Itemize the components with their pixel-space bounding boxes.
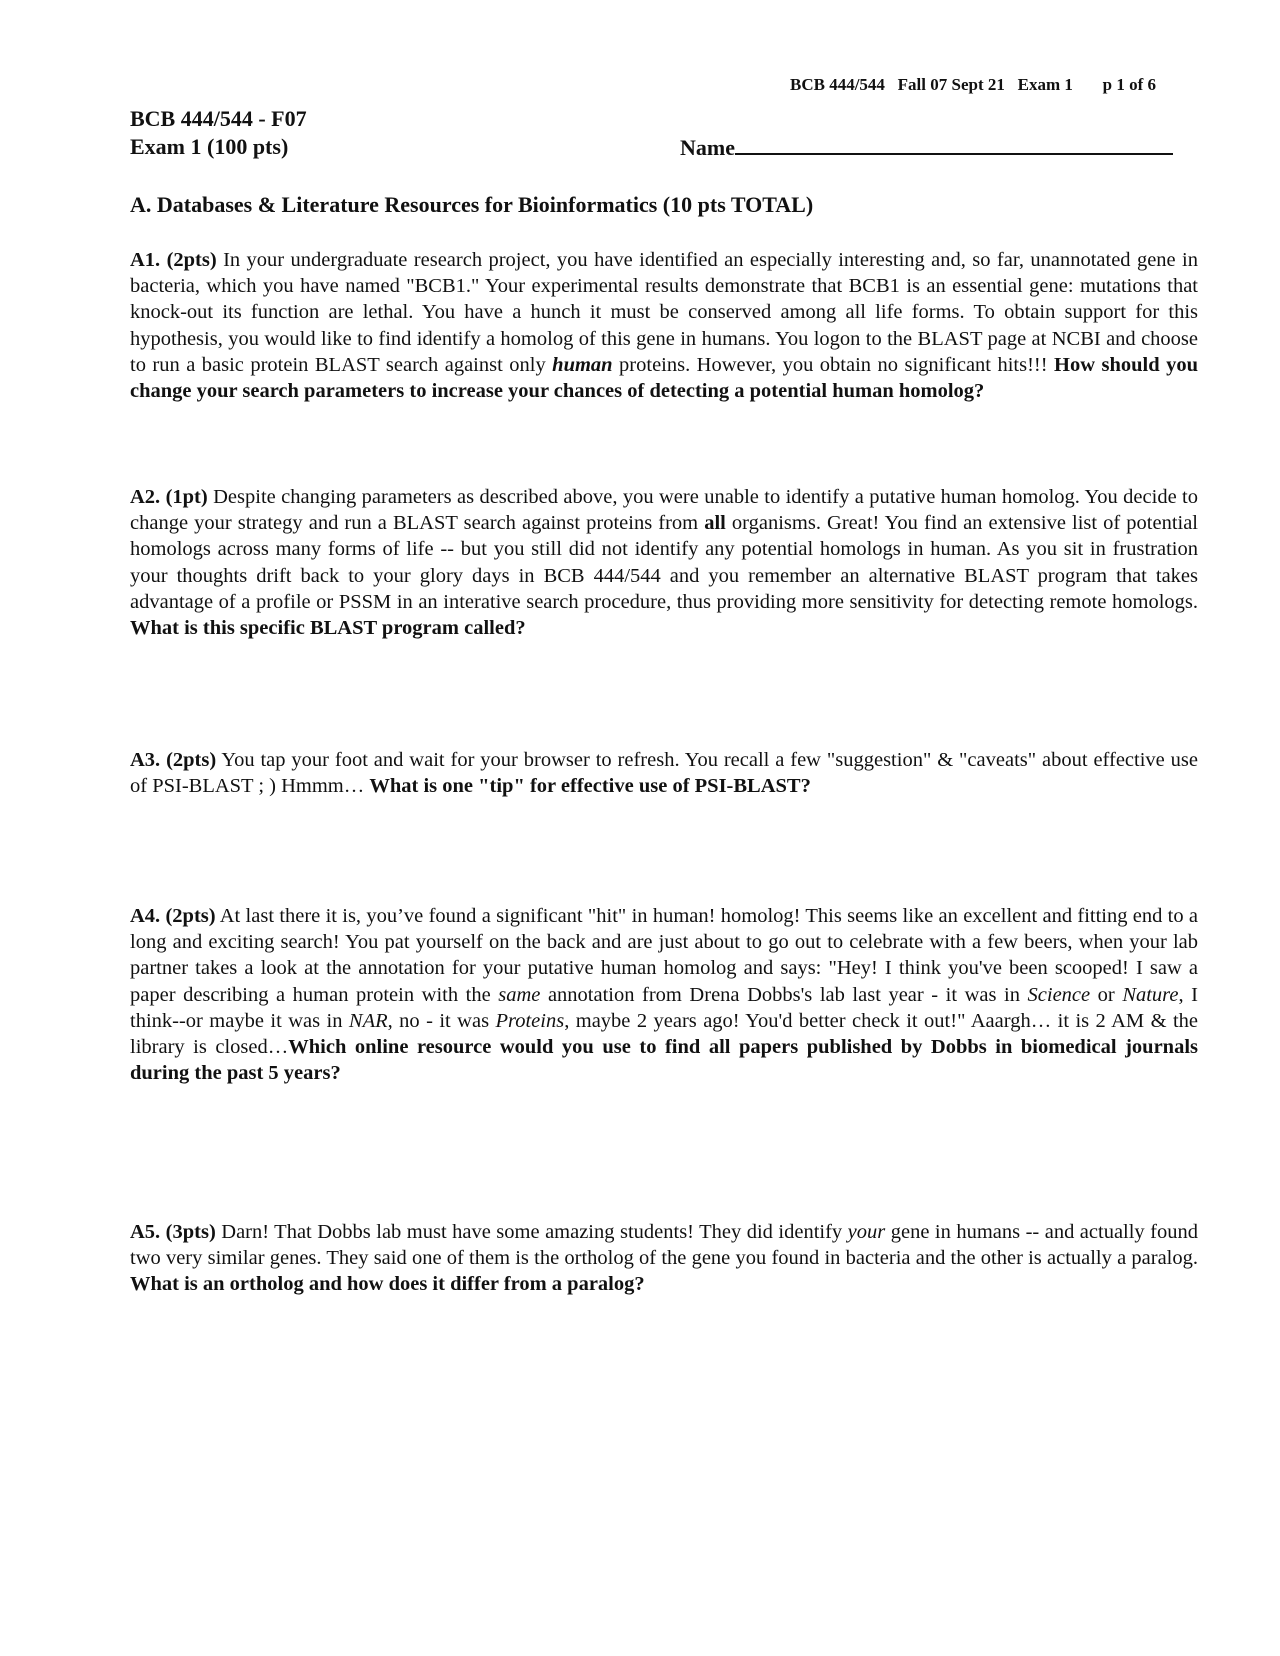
question-label: A2. (1pt) — [130, 486, 208, 508]
journal-name: Nature — [1122, 983, 1179, 1006]
running-header: BCB 444/544 Fall 07 Sept 21 Exam 1 p 1 of 6 — [790, 75, 1156, 94]
question-prompt: What is this specific BLAST program called? — [130, 617, 526, 640]
question-a2 — [130, 484, 1198, 641]
question-text: Darn! That Dobbs lab must have some amazing students! They did identify — [215, 1221, 848, 1243]
question-text: or — [1090, 983, 1123, 1006]
question-text: Despite changing parameters as described above, you were unable to identify a putative human homolog. You decide to change your strategy and run a BLAST search against proteins from — [130, 486, 1199, 535]
question-a3 — [130, 747, 1198, 799]
question-text: , maybe 2 years ago! You'd better check it out!" Aaargh… it is 2 AM & the library is closed… — [130, 1009, 1198, 1059]
course-title: BCB 444/544 - F07 — [130, 106, 307, 131]
question-text: gene in humans -- and actually found two very similar genes. They said one of them is the ortholog of the gene you found in bacteria and the other is actually a paralog. — [130, 1221, 1198, 1270]
question-text: organisms. Great! You find an extensive list of potential homologs across many forms of life -- but you still did not identify any potential homologs in human. As you sit in frustration your thoughts drift back to your glory days in BCB 444/544 and you remember an alternative BLAST program that takes advantage of a profile or PSSM in an interative search procedure, thus providing more sensitivity for detecting remote homologs. — [130, 512, 1199, 613]
emphasis-text: same — [498, 983, 541, 1006]
question-text: You tap your foot and wait for your browser to refresh. You recall a few "suggestion" & "caveats" about effective use of PSI-BLAST ; ) Hmmm… — [130, 749, 1198, 798]
emphasis-text: your — [847, 1221, 886, 1243]
question-prompt: What is an ortholog and how does it differ from a paralog? — [130, 1273, 645, 1296]
journal-name: Proteins — [495, 1009, 565, 1032]
name-blank-line[interactable] — [735, 133, 1173, 155]
question-text: In your undergraduate research project, you have identified an especially interesting and, so far, unannotated gene in bacteria, which you have named "BCB1." Your experimental results demonstrate that BCB1 is an essential gene: mutations that knock-out its function are lethal. You have a hunch it must be conserved among all life forms. To obtain support for this hypothesis, you would like to find identify a homolog of this gene in humans. You logon to the BLAST page at NCBI and choose to run a basic protein BLAST search against only — [130, 249, 1198, 376]
question-label: A3. (2pts) — [130, 749, 217, 771]
name-field[interactable] — [680, 133, 1173, 161]
question-text: , I think--or maybe it was in — [130, 983, 1199, 1032]
name-label: Name — [680, 135, 735, 160]
question-text: , no - it was — [387, 1009, 496, 1032]
question-prompt: Which online resource would you use to find all papers published by Dobbs in biomedical journals during the past 5 years? — [130, 1036, 1198, 1085]
emphasis-text: human — [552, 353, 613, 376]
question-text: At last there it is, you’ve found a significant "hit" in human! homolog! This seems like an excellent and fitting end to a long and exciting search! You pat yourself on the back and are just about to go out to celebrate with a few beers, when your lab partner takes a look at the annotation for your putative human homolog and says: "Hey! I think you've been scooped! I saw a paper describing a human protein with the — [130, 905, 1199, 1006]
journal-name: NAR — [348, 1009, 388, 1032]
question-a4 — [130, 903, 1198, 1086]
question-text: annotation from Drena Dobbs's lab last year - it was in — [540, 983, 1028, 1006]
journal-name: Science — [1027, 983, 1091, 1006]
question-prompt: How should you change your search parameters to increase your chances of detecting a potential human homolog? — [130, 353, 1199, 403]
question-prompt: What is one "tip" for effective use of PSI-BLAST? — [369, 775, 811, 798]
question-a5 — [130, 1219, 1198, 1298]
question-a1 — [130, 247, 1198, 404]
question-label: A5. (3pts) — [130, 1221, 216, 1243]
question-label: A1. (2pts) — [130, 249, 217, 271]
exam-title: Exam 1 (100 pts) — [130, 134, 289, 159]
title-block — [130, 105, 307, 161]
emphasis-text: all — [704, 512, 726, 535]
question-label: A4. (2pts) — [130, 905, 216, 927]
section-a-heading: A. Databases & Literature Resources for Bioinformatics (10 pts TOTAL) — [130, 192, 814, 217]
question-text: proteins. However, you obtain no significant hits!!! — [612, 353, 1055, 376]
